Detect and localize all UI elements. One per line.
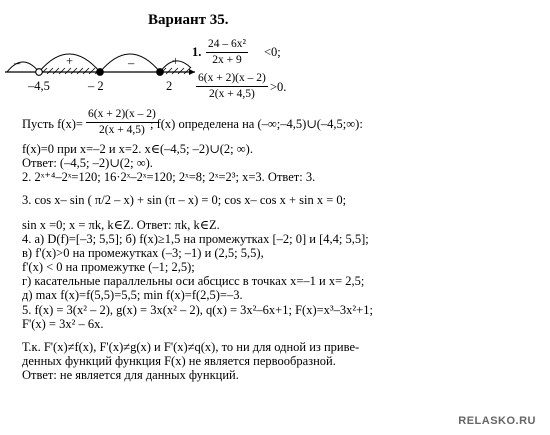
- solution-line-15: Ответ: не является для данных функций.: [22, 368, 239, 382]
- solution-line-8: f'(x) < 0 на промежутке (–1; 2,5);: [22, 260, 195, 274]
- task1-relation-2: >0.: [270, 80, 287, 94]
- site-watermark: RELASKO.RU: [458, 415, 536, 427]
- axis-point-label-3: 2: [166, 79, 173, 93]
- task1-fraction-2-numerator: 6(x + 2)(x – 2): [196, 73, 268, 87]
- task1-fraction-2-denominator: 2(x + 4,5): [209, 87, 255, 100]
- solution-line-14: денных функций функция F(x) не является первообразной.: [22, 354, 336, 368]
- solution-line-5: sin x =0; x = πk, k∈Z. Ответ: πk, k∈Z.: [22, 218, 220, 232]
- axis-sign-4: +: [172, 54, 180, 68]
- solution-line-10: д) max f(x)=f(5,5)=5,5; min f(x)=f(2,5)=–3.: [22, 288, 243, 302]
- solution-line-9: г) касательные параллельны оси абсцисс в точках x=–1 и x= 2,5;: [22, 274, 365, 288]
- solution-line-2: Ответ: (–4,5; –2)∪(2; ∞).: [22, 156, 153, 170]
- solution-line-4: 3. cos x– sin ( π/2 – x) + sin (π – x) = 0; cos x– cos x + sin x = 0;: [22, 193, 347, 207]
- axis-sign-3: –: [128, 56, 135, 70]
- axis-point-label-2: – 2: [88, 79, 104, 93]
- task1-fraction-1-denominator: 2x + 9: [212, 53, 242, 66]
- axis-sign-2: +: [66, 54, 74, 68]
- task1-fraction-2: [196, 73, 268, 100]
- task1-number: 1.: [192, 45, 202, 59]
- solution-line-6: 4. а) D(f)=[–3; 5,5]; б) f(x)≥1,5 на промежутках [–2; 0] и [4,4; 5,5];: [22, 232, 369, 246]
- solution-line-3: 2. 2ˣ⁺⁴–2ˣ=120; 16·2ˣ–2ˣ=120; 2ˣ=8; 2ˣ=2³; x=3. Ответ: 3.: [22, 170, 316, 184]
- let-line-suffix: ; f(x) определена на (–∞;–4,5)∪(–4,5;∞):: [150, 117, 363, 131]
- solution-line-7: в) f'(x)>0 на промежутках (–3; –1) и (2,5; 5,5),: [22, 246, 264, 260]
- let-line-fraction: [86, 109, 158, 136]
- axis-sign-1: –: [14, 56, 21, 70]
- task1-fraction-1-numerator: 24 – 6x²: [206, 39, 248, 53]
- solution-line-1: f(x)=0 при x=–2 и x=2. x∈(–4,5; –2)∪(2; ∞).: [22, 142, 253, 156]
- solution-line-11: 5. f(x) = 3(x² – 2), g(x) = 3x(x² – 2), q(x) = 3x²–6x+1; F(x)=x³–3x²+1;: [22, 303, 373, 317]
- let-line-denominator: 2(x + 4,5): [99, 123, 145, 136]
- task1-fraction-1: [206, 39, 248, 66]
- variant-title: Вариант 35.: [148, 12, 229, 28]
- task1-relation-1: <0;: [264, 45, 281, 59]
- axis-point-label-1: –4,5: [28, 79, 50, 93]
- let-line-prefix: Пусть f(x)=: [22, 117, 83, 131]
- solution-line-12: F'(x) = 3x² – 6x.: [22, 317, 104, 331]
- solution-line-13: Т.к. F'(x)≠f(x), F'(x)≠g(x) и F'(x)≠q(x), то ни для одной из приве-: [22, 340, 360, 354]
- let-line-numerator: 6(x + 2)(x – 2): [86, 109, 158, 123]
